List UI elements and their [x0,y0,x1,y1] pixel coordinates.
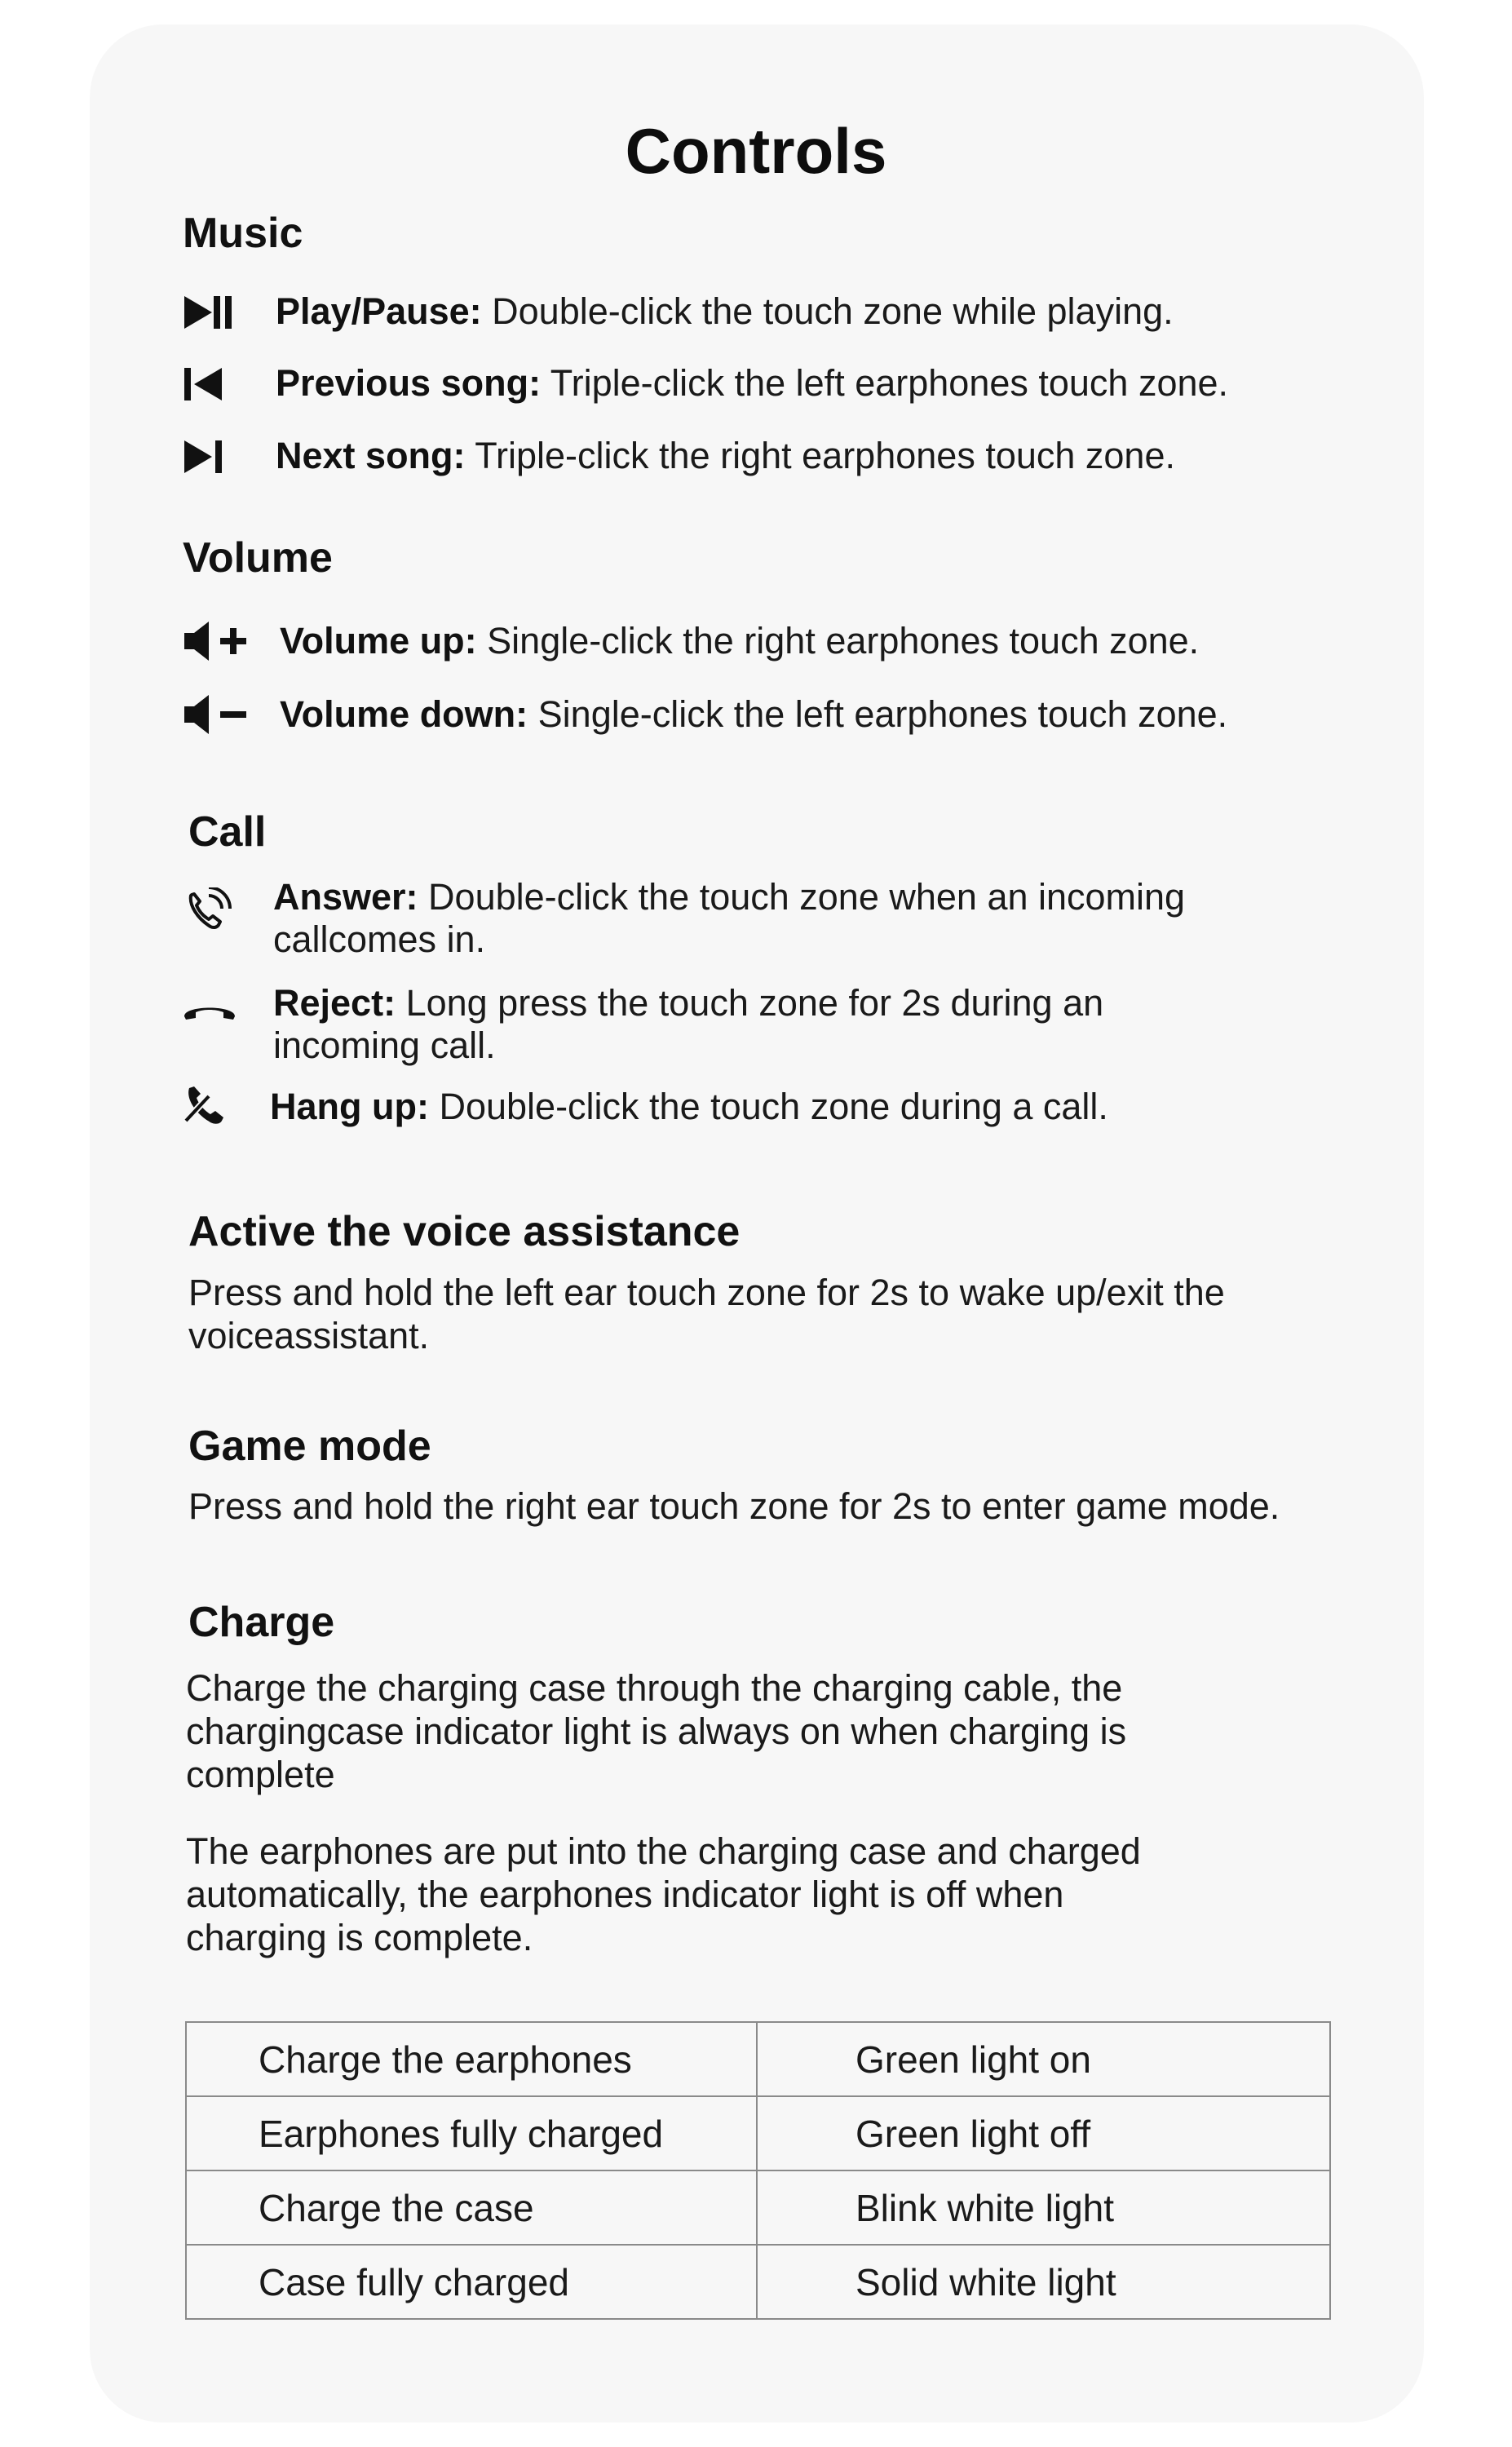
volume-up-text: Single-click the right earphones touch zone. [476,620,1200,662]
next-song-label: Next song: [276,435,466,476]
charge-paragraph-1 [186,1666,1126,1796]
volume-up-label: Volume up: [280,620,477,662]
table-cell-state: Earphones fully charged [186,2096,757,2170]
answer-row [273,876,1185,961]
volume-down-row [280,693,1227,736]
volume-down-text: Single-click the left earphones touch zone. [528,693,1228,735]
previous-song-row [276,362,1228,405]
volume-heading: Volume [183,534,333,582]
charge-p1-line1: Charge the charging case through the charging cable, the [186,1667,1123,1709]
previous-song-text: Triple-click the left earphones touch zone. [541,362,1229,404]
reject-row [273,982,1103,1067]
table-cell-light: Green light off [757,2096,1330,2170]
game-heading: Game mode [188,1423,431,1470]
reject-label: Reject: [273,982,396,1024]
hang-up-text: Double-click the touch zone during a call. [428,1086,1108,1127]
table-row [186,2170,1330,2245]
next-song-row [276,435,1175,477]
table-cell-light: Solid white light [757,2245,1330,2319]
table-cell-state: Charge the earphones [186,2022,757,2096]
table-cell-light: Blink white light [757,2170,1330,2245]
charge-p1-line2: chargingcase indicator light is always on when charging is [186,1710,1127,1752]
charge-status-table [185,2021,1331,2320]
previous-song-label: Previous song: [276,362,542,404]
reject-text-line2: incoming call. [273,1024,496,1066]
answer-label: Answer: [273,876,418,918]
hang-up-row [270,1086,1108,1128]
play-pause-label: Play/Pause: [276,290,482,332]
table-cell-state: Case fully charged [186,2245,757,2319]
game-text: Press and hold the right ear touch zone for 2s to enter game mode. [188,1485,1280,1527]
volume-up-icon [184,620,250,662]
page-title: Controls [625,115,887,187]
voice-heading: Active the voice assistance [188,1208,741,1255]
play-pause-text: Double-click the touch zone while playing. [481,290,1174,332]
next-track-icon [184,440,223,473]
call-heading: Call [188,808,267,856]
previous-track-icon [184,368,223,400]
charge-p2-line2: automatically, the earphones indicator light is off when [186,1874,1064,1915]
charge-heading: Charge [188,1599,335,1646]
table-cell-state: Charge the case [186,2170,757,2245]
answer-text-line2: callcomes in. [273,918,486,960]
volume-up-row [280,620,1199,662]
charge-p2-line1: The earphones are put into the charging case and charged [186,1830,1141,1872]
phone-hangup-icon [183,1000,237,1021]
play-pause-icon [184,296,235,329]
voice-line1: Press and hold the left ear touch zone for 2s to wake up/exit the [188,1272,1225,1313]
voice-line2: voiceassistant. [188,1315,430,1356]
table-row [186,2096,1330,2170]
charge-paragraph-2 [186,1830,1141,1959]
next-song-text: Triple-click the right earphones touch zone. [465,435,1175,476]
volume-down-icon [184,693,250,736]
phone-ringing-icon [186,887,232,933]
music-heading: Music [183,210,303,257]
play-pause-row [276,290,1174,333]
table-cell-light: Green light on [757,2022,1330,2096]
answer-text-line1: Double-click the touch zone when an incoming [418,876,1186,918]
volume-down-label: Volume down: [280,693,528,735]
voice-paragraph [188,1271,1225,1357]
charge-p2-line3: charging is complete. [186,1917,533,1958]
phone-end-icon [184,1085,233,1127]
hang-up-label: Hang up: [270,1086,429,1127]
table-row [186,2022,1330,2096]
reject-text-line1: Long press the touch zone for 2s during an [396,982,1104,1024]
table-row [186,2245,1330,2319]
charge-p1-line3: complete [186,1754,335,1795]
